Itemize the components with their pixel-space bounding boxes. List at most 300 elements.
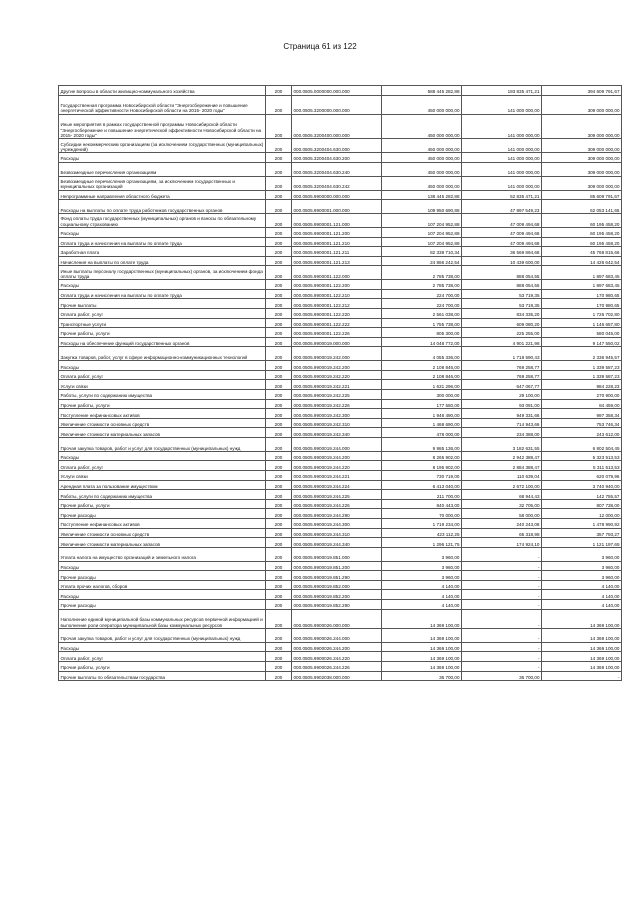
row-code-cell: 200 xyxy=(266,289,292,299)
row-executed-cell: 234 388,00 xyxy=(462,428,542,438)
row-executed-cell: 10 439 600,00 xyxy=(462,256,542,266)
row-approved-cell: 450 000 000,00 xyxy=(382,139,462,153)
row-classification-cell: 000.0505.9900019.242.000 xyxy=(292,347,382,361)
row-executed-cell: 769 258,77 xyxy=(462,370,542,380)
row-name-cell: Расходы на выплаты по оплате труда работников государственных органов xyxy=(59,200,266,214)
row-name-cell: Увеличение стоимости основных средств xyxy=(59,418,266,428)
table-row xyxy=(59,600,622,610)
row-classification-cell: 000.0505.9900001.122.222 xyxy=(292,318,382,328)
table-row xyxy=(59,628,622,642)
row-executed-cell: 949 331,66 xyxy=(462,409,542,419)
row-classification-cell: 000.0505.9900019.244.221 xyxy=(292,471,382,481)
row-remaining-cell: 170 980,65 xyxy=(542,299,622,309)
table-row xyxy=(59,370,622,380)
row-name-cell: Расходы xyxy=(59,227,266,237)
row-code-cell: 200 xyxy=(266,214,292,228)
row-code-cell: 200 xyxy=(266,153,292,163)
row-remaining-cell: 14 369 100,00 xyxy=(542,628,622,642)
table-row xyxy=(59,671,622,681)
row-approved-cell: 70 000,00 xyxy=(382,509,462,519)
row-code-cell: 200 xyxy=(266,480,292,490)
row-code-cell: 200 xyxy=(266,580,292,590)
row-remaining-cell: 9 147 550,02 xyxy=(542,337,622,347)
row-code-cell: 200 xyxy=(266,114,292,139)
row-approved-cell: 2 108 846,00 xyxy=(382,370,462,380)
row-classification-cell: 000.0505.9900019.244.290 xyxy=(292,509,382,519)
table-row xyxy=(59,153,622,163)
row-classification-cell: 000.0505.3200000.000.000 xyxy=(292,95,382,114)
row-executed-cell: - xyxy=(462,609,542,628)
table-row xyxy=(59,571,622,581)
row-approved-cell: 177 550,00 xyxy=(382,399,462,409)
row-executed-cell: - xyxy=(462,642,542,652)
row-remaining-cell: 3 740 940,00 xyxy=(542,480,622,490)
row-executed-cell: 714 943,66 xyxy=(462,418,542,428)
budget-execution-table xyxy=(58,85,622,681)
row-approved-cell: 450 000 000,00 xyxy=(382,95,462,114)
row-executed-cell: 110 639,04 xyxy=(462,471,542,481)
row-remaining-cell: 14 369 100,00 xyxy=(542,609,622,628)
row-approved-cell: 805 300,00 xyxy=(382,328,462,338)
row-name-cell: Расходы на обеспечение функций государственных органов xyxy=(59,337,266,347)
row-executed-cell: - xyxy=(462,580,542,590)
table-row xyxy=(59,428,622,438)
row-code-cell: 200 xyxy=(266,519,292,529)
row-code-cell: 200 xyxy=(266,628,292,642)
row-name-cell: Субсидии некоммерческим организациям (за исключением государственных (муниципальных) учреждений) xyxy=(59,139,266,153)
row-code-cell: 200 xyxy=(266,200,292,214)
row-code-cell: 200 xyxy=(266,256,292,266)
row-code-cell: 200 xyxy=(266,642,292,652)
row-name-cell: Оплата работ, услуг xyxy=(59,370,266,380)
row-classification-cell: 000.0505.9900001.122.200 xyxy=(292,280,382,290)
row-classification-cell: 000.0505.9900001.000.000 xyxy=(292,200,382,214)
row-code-cell: 200 xyxy=(266,237,292,247)
row-classification-cell: 000.0505.9900019.852.290 xyxy=(292,600,382,610)
row-name-cell: Прочие выплаты xyxy=(59,299,266,309)
row-classification-cell: 000.0505.9900001.122.212 xyxy=(292,299,382,309)
row-approved-cell: 450 000 000,00 xyxy=(382,114,462,139)
row-name-cell: Уплата налога на имущество организаций и земельного налога xyxy=(59,547,266,561)
row-code-cell: 200 xyxy=(266,318,292,328)
row-code-cell: 200 xyxy=(266,590,292,600)
row-approved-cell: 14 369 100,00 xyxy=(382,661,462,671)
row-name-cell: Арендная плата за пользование имуществом xyxy=(59,480,266,490)
row-approved-cell: 840 443,00 xyxy=(382,499,462,509)
row-name-cell: Безвозмездные перечисления организациям, за исключением государственных и муниципальных организаций xyxy=(59,176,266,190)
row-remaining-cell: 580 045,00 xyxy=(542,328,622,338)
row-name-cell: Безвозмездные перечисления организациям xyxy=(59,162,266,176)
row-approved-cell: 14 369 100,00 xyxy=(382,609,462,628)
row-classification-cell: 000.0505.9900026.244.200 xyxy=(292,642,382,652)
row-approved-cell: 36 700,00 xyxy=(382,671,462,681)
row-executed-cell: 47 897 549,23 xyxy=(462,200,542,214)
row-executed-cell: 58 000,00 xyxy=(462,509,542,519)
row-name-cell: Фонд оплаты труда государственных (муниципальных) органов и взносы по обязательному социальному страхованию xyxy=(59,214,266,228)
table-row xyxy=(59,590,622,600)
table-row xyxy=(59,418,622,428)
row-remaining-cell: 62 053 141,65 xyxy=(542,200,622,214)
row-name-cell: Прочие работы, услуги xyxy=(59,499,266,509)
table-row xyxy=(59,200,622,214)
table-row xyxy=(59,409,622,419)
row-executed-cell: 141 000 000,00 xyxy=(462,153,542,163)
row-approved-cell: 1 755 738,00 xyxy=(382,318,462,328)
row-classification-cell: 000.0505.9900019.851.290 xyxy=(292,571,382,581)
row-code-cell: 200 xyxy=(266,280,292,290)
table-row xyxy=(59,86,622,96)
row-executed-cell: 36 569 894,68 xyxy=(462,247,542,257)
row-name-cell: Другие вопросы в области жилищно-коммунального хозяйства xyxy=(59,86,266,96)
row-remaining-cell: 1 478 990,92 xyxy=(542,519,622,529)
row-remaining-cell: 270 900,00 xyxy=(542,390,622,400)
row-approved-cell: 14 048 772,00 xyxy=(382,337,462,347)
table-row xyxy=(59,308,622,318)
row-classification-cell: 000.0505.9900019.000.000 xyxy=(292,337,382,347)
row-remaining-cell: 1 897 683,45 xyxy=(542,266,622,280)
row-code-cell: 200 xyxy=(266,190,292,200)
table-row xyxy=(59,289,622,299)
row-approved-cell: 107 204 952,88 xyxy=(382,227,462,237)
row-name-cell: Поступление нефинансовых активов xyxy=(59,409,266,419)
row-executed-cell: 4 901 221,98 xyxy=(462,337,542,347)
table-row xyxy=(59,227,622,237)
row-classification-cell: 000.0505.9900019.244.225 xyxy=(292,490,382,500)
table-row xyxy=(59,162,622,176)
row-name-cell: Расходы xyxy=(59,642,266,652)
row-remaining-cell: 84 459,00 xyxy=(542,399,622,409)
table-row xyxy=(59,390,622,400)
row-approved-cell: 478 000,00 xyxy=(382,428,462,438)
row-classification-cell: 000.0505.9900001.122.000 xyxy=(292,266,382,280)
row-code-cell: 200 xyxy=(266,471,292,481)
row-classification-cell: 000.0505.9900019.242.225 xyxy=(292,390,382,400)
row-classification-cell: 000.0505.9900001.122.210 xyxy=(292,289,382,299)
row-executed-cell: 36 700,00 xyxy=(462,671,542,681)
row-approved-cell: 14 369 100,00 xyxy=(382,652,462,662)
row-name-cell: Расходы xyxy=(59,590,266,600)
row-classification-cell: 000.0505.9900019.244.300 xyxy=(292,519,382,529)
row-remaining-cell: 142 755,57 xyxy=(542,490,622,500)
row-code-cell: 200 xyxy=(266,528,292,538)
row-approved-cell: 2 785 738,00 xyxy=(382,280,462,290)
row-executed-cell: 68 944,43 xyxy=(462,490,542,500)
row-remaining-cell: 60 195 458,20 xyxy=(542,237,622,247)
row-remaining-cell: 14 369 100,00 xyxy=(542,661,622,671)
table-row xyxy=(59,214,622,228)
row-classification-cell: 000.0505.9900001.121.000 xyxy=(292,214,382,228)
row-name-cell: Увеличение стоимости основных средств xyxy=(59,528,266,538)
table-row xyxy=(59,528,622,538)
row-executed-cell: 47 009 494,68 xyxy=(462,227,542,237)
row-remaining-cell: 984 228,23 xyxy=(542,380,622,390)
row-code-cell: 200 xyxy=(266,176,292,190)
page-number-label: Страница 61 из 122 xyxy=(283,42,357,51)
row-approved-cell: 1 946 490,00 xyxy=(382,409,462,419)
row-name-cell: Оплата работ, услуг xyxy=(59,308,266,318)
row-name-cell: Работы, услуги по содержанию имущества xyxy=(59,490,266,500)
row-code-cell: 200 xyxy=(266,538,292,548)
row-classification-cell: 000.0505.9900001.122.220 xyxy=(292,308,382,318)
row-name-cell: Прочая закупка товаров, работ и услуг для государственных (муниципальных) нужд xyxy=(59,628,266,642)
table-row xyxy=(59,490,622,500)
table-row xyxy=(59,580,622,590)
row-code-cell: 200 xyxy=(266,86,292,96)
row-remaining-cell: 85 609 791,67 xyxy=(542,190,622,200)
row-executed-cell: 141 000 000,00 xyxy=(462,176,542,190)
table-row xyxy=(59,519,622,529)
row-code-cell: 200 xyxy=(266,499,292,509)
row-code-cell: 200 xyxy=(266,139,292,153)
row-code-cell: 200 xyxy=(266,247,292,257)
row-remaining-cell: 1 146 657,80 xyxy=(542,318,622,328)
row-approved-cell: 107 204 952,88 xyxy=(382,237,462,247)
row-approved-cell: 107 204 952,88 xyxy=(382,214,462,228)
table-row xyxy=(59,399,622,409)
row-remaining-cell: 12 000,00 xyxy=(542,509,622,519)
row-classification-cell: 000.0505.3200404.630.200 xyxy=(292,153,382,163)
row-approved-cell: 109 950 690,88 xyxy=(382,200,462,214)
row-classification-cell: 000.0505.9900026.244.000 xyxy=(292,628,382,642)
row-executed-cell: 52 835 471,21 xyxy=(462,190,542,200)
row-remaining-cell: 14 426 642,54 xyxy=(542,256,622,266)
row-executed-cell: 141 000 000,00 xyxy=(462,162,542,176)
table-row xyxy=(59,609,622,628)
row-name-cell: Услуги связи xyxy=(59,380,266,390)
row-remaining-cell: 309 000 000,00 xyxy=(542,139,622,153)
table-row xyxy=(59,661,622,671)
row-classification-cell: 000.0505.9900019.244.310 xyxy=(292,528,382,538)
row-executed-cell: 29 100,00 xyxy=(462,390,542,400)
table-row xyxy=(59,642,622,652)
row-name-cell: Расходы xyxy=(59,361,266,371)
table-row xyxy=(59,318,622,328)
table-row xyxy=(59,361,622,371)
table-row xyxy=(59,380,622,390)
row-code-cell: 200 xyxy=(266,509,292,519)
row-remaining-cell: 1 726 702,80 xyxy=(542,308,622,318)
row-remaining-cell: 1 339 587,23 xyxy=(542,361,622,371)
row-remaining-cell: 357 793,27 xyxy=(542,528,622,538)
row-remaining-cell: 309 000 000,00 xyxy=(542,114,622,139)
table-row xyxy=(59,347,622,361)
row-code-cell: 200 xyxy=(266,461,292,471)
row-remaining-cell: 753 746,34 xyxy=(542,418,622,428)
row-code-cell: 200 xyxy=(266,652,292,662)
row-executed-cell: 769 258,77 xyxy=(462,361,542,371)
row-classification-cell: 000.0505.9900019.852.000 xyxy=(292,580,382,590)
row-classification-cell: 000.0505.9900026.000.000 xyxy=(292,609,382,628)
row-name-cell: Непрограммные направления областного бюджета xyxy=(59,190,266,200)
table-row xyxy=(59,480,622,490)
row-remaining-cell: 4 140,00 xyxy=(542,600,622,610)
row-approved-cell: 588 445 282,88 xyxy=(382,86,462,96)
row-code-cell: 200 xyxy=(266,390,292,400)
row-name-cell: Иные выплаты персоналу государственных (муниципальных) органов, за исключением фонда оплаты труда xyxy=(59,266,266,280)
row-classification-cell: 000.0505.9900019.242.310 xyxy=(292,418,382,428)
row-executed-cell: - xyxy=(462,547,542,561)
row-classification-cell: 000.0505.9900019.244.224 xyxy=(292,480,382,490)
row-name-cell: Прочие работы, услуги xyxy=(59,661,266,671)
row-code-cell: 200 xyxy=(266,609,292,628)
row-classification-cell: 000.0505.9900019.244.200 xyxy=(292,451,382,461)
row-approved-cell: 2 785 738,00 xyxy=(382,266,462,280)
row-name-cell: Поступление нефинансовых активов xyxy=(59,519,266,529)
row-executed-cell: 834 335,20 xyxy=(462,308,542,318)
row-approved-cell: 1 719 234,00 xyxy=(382,519,462,529)
row-approved-cell: 211 700,00 xyxy=(382,490,462,500)
row-code-cell: 200 xyxy=(266,418,292,428)
row-name-cell: Оплата труда и начисления на выплаты по оплате труда xyxy=(59,289,266,299)
row-remaining-cell: 60 195 458,20 xyxy=(542,227,622,237)
row-name-cell: Работы, услуги по содержанию имущества xyxy=(59,390,266,400)
row-classification-cell: 000.0505.9900019.851.000 xyxy=(292,547,382,561)
row-code-cell: 200 xyxy=(266,437,292,451)
row-name-cell: Увеличение стоимости материальных запасов xyxy=(59,428,266,438)
row-remaining-cell: 3 960,00 xyxy=(542,561,622,571)
row-code-cell: 200 xyxy=(266,571,292,581)
row-approved-cell: 9 985 136,00 xyxy=(382,437,462,451)
row-executed-cell: 141 000 000,00 xyxy=(462,139,542,153)
row-code-cell: 200 xyxy=(266,337,292,347)
row-executed-cell: 3 182 631,55 xyxy=(462,437,542,451)
row-approved-cell: 423 112,25 xyxy=(382,528,462,538)
row-remaining-cell: 620 079,96 xyxy=(542,471,622,481)
row-code-cell: 200 xyxy=(266,661,292,671)
row-classification-cell: 000.0505.0000000.000.000 xyxy=(292,86,382,96)
row-code-cell: 200 xyxy=(266,547,292,561)
table-row xyxy=(59,471,622,481)
row-name-cell: Прочие работы, услуги xyxy=(59,328,266,338)
row-code-cell: 200 xyxy=(266,399,292,409)
row-executed-cell: 609 080,20 xyxy=(462,318,542,328)
row-remaining-cell: 309 000 000,00 xyxy=(542,95,622,114)
row-classification-cell: 000.0505.9900026.244.220 xyxy=(292,652,382,662)
row-executed-cell: 47 009 494,68 xyxy=(462,214,542,228)
row-remaining-cell: 170 980,65 xyxy=(542,289,622,299)
row-approved-cell: 2 561 038,00 xyxy=(382,308,462,318)
row-code-cell: 200 xyxy=(266,95,292,114)
row-executed-cell: 141 000 000,00 xyxy=(462,114,542,139)
row-classification-cell: 000.0505.3200404.630.240 xyxy=(292,162,382,176)
row-executed-cell: 1 718 590,43 xyxy=(462,347,542,361)
row-executed-cell: 93 091,00 xyxy=(462,399,542,409)
row-executed-cell: 2 672 100,00 xyxy=(462,480,542,490)
row-code-cell: 200 xyxy=(266,361,292,371)
row-name-cell: Транспортные услуги xyxy=(59,318,266,328)
row-executed-cell: - xyxy=(462,590,542,600)
row-classification-cell: 000.0505.9900019.244.340 xyxy=(292,538,382,548)
row-code-cell: 200 xyxy=(266,266,292,280)
row-executed-cell: 225 255,00 xyxy=(462,328,542,338)
row-approved-cell: 3 960,00 xyxy=(382,571,462,581)
row-name-cell: Оплата работ, услуг xyxy=(59,652,266,662)
row-classification-cell: 000.0505.9900019.242.220 xyxy=(292,370,382,380)
row-classification-cell: 000.0505.9900019.242.200 xyxy=(292,361,382,371)
table-row xyxy=(59,561,622,571)
row-executed-cell: 647 067,77 xyxy=(462,380,542,390)
row-classification-cell: 000.0505.9900019.242.300 xyxy=(292,409,382,419)
table-row xyxy=(59,652,622,662)
row-remaining-cell: 5 323 513,53 xyxy=(542,451,622,461)
row-remaining-cell: 1 121 197,65 xyxy=(542,538,622,548)
row-code-cell: 200 xyxy=(266,561,292,571)
row-remaining-cell: 14 369 100,00 xyxy=(542,652,622,662)
table-row xyxy=(59,328,622,338)
row-approved-cell: 450 000 000,00 xyxy=(382,153,462,163)
table-row xyxy=(59,190,622,200)
table-row xyxy=(59,237,622,247)
row-remaining-cell: 1 897 683,45 xyxy=(542,280,622,290)
row-approved-cell: 3 960,00 xyxy=(382,547,462,561)
row-approved-cell: 82 338 710,34 xyxy=(382,247,462,257)
row-code-cell: 200 xyxy=(266,671,292,681)
row-remaining-cell: 3 960,00 xyxy=(542,547,622,561)
row-approved-cell: 4 140,00 xyxy=(382,580,462,590)
row-classification-cell: 000.0505.9900019.242.340 xyxy=(292,428,382,438)
row-name-cell: Услуги связи xyxy=(59,471,266,481)
row-executed-cell: - xyxy=(462,652,542,662)
row-remaining-cell: 309 000 000,00 xyxy=(542,162,622,176)
row-approved-cell: 730 719,00 xyxy=(382,471,462,481)
row-remaining-cell: - xyxy=(542,671,622,681)
row-remaining-cell: 3 960,00 xyxy=(542,571,622,581)
table-row xyxy=(59,509,622,519)
row-name-cell: Наполнение единой муниципальной базы коммунальных ресурсов первичной информацией и выполнение роли оператора муниципальной базы коммунальных ресурсов xyxy=(59,609,266,628)
row-name-cell: Начисления на выплаты по оплате труда xyxy=(59,256,266,266)
row-code-cell: 200 xyxy=(266,600,292,610)
row-executed-cell: - xyxy=(462,561,542,571)
row-classification-cell: 000.0505.9900019.244.000 xyxy=(292,437,382,451)
row-remaining-cell: 6 802 504,45 xyxy=(542,437,622,451)
table-row xyxy=(59,280,622,290)
table-row xyxy=(59,299,622,309)
table-row xyxy=(59,337,622,347)
row-classification-cell: 000.0505.3200400.000.000 xyxy=(292,114,382,139)
row-executed-cell: 888 054,55 xyxy=(462,266,542,280)
row-remaining-cell: 1 339 587,23 xyxy=(542,370,622,380)
row-classification-cell: 000.0505.9900001.121.210 xyxy=(292,237,382,247)
row-remaining-cell: 243 612,00 xyxy=(542,428,622,438)
table-row xyxy=(59,266,622,280)
row-code-cell: 200 xyxy=(266,428,292,438)
row-approved-cell: 2 108 846,00 xyxy=(382,361,462,371)
row-classification-cell: 000.0505.9900001.122.226 xyxy=(292,328,382,338)
row-executed-cell: - xyxy=(462,661,542,671)
table-row xyxy=(59,176,622,190)
row-classification-cell: 000.0505.9900019.244.226 xyxy=(292,499,382,509)
row-code-cell: 200 xyxy=(266,299,292,309)
row-remaining-cell: 807 738,00 xyxy=(542,499,622,509)
row-remaining-cell: 394 609 791,67 xyxy=(542,86,622,96)
row-name-cell: Заработная плата xyxy=(59,247,266,257)
row-executed-cell: 888 054,55 xyxy=(462,280,542,290)
row-code-cell: 200 xyxy=(266,380,292,390)
row-approved-cell: 224 700,00 xyxy=(382,289,462,299)
table-row xyxy=(59,538,622,548)
table-body xyxy=(59,86,622,681)
row-approved-cell: 4 140,00 xyxy=(382,600,462,610)
row-name-cell: Расходы xyxy=(59,153,266,163)
table-row xyxy=(59,256,622,266)
row-remaining-cell: 309 000 000,00 xyxy=(542,153,622,163)
row-executed-cell: 53 719,35 xyxy=(462,299,542,309)
row-name-cell: Увеличение стоимости материальных запасов xyxy=(59,538,266,548)
row-executed-cell: - xyxy=(462,600,542,610)
row-remaining-cell: 997 358,34 xyxy=(542,409,622,419)
table-row xyxy=(59,139,622,153)
row-name-cell: Государственная программа Новосибирской области "Энергосбережение и повышение энергетической эффективности Новосибирской области на 2015- 2020 годы" xyxy=(59,95,266,114)
